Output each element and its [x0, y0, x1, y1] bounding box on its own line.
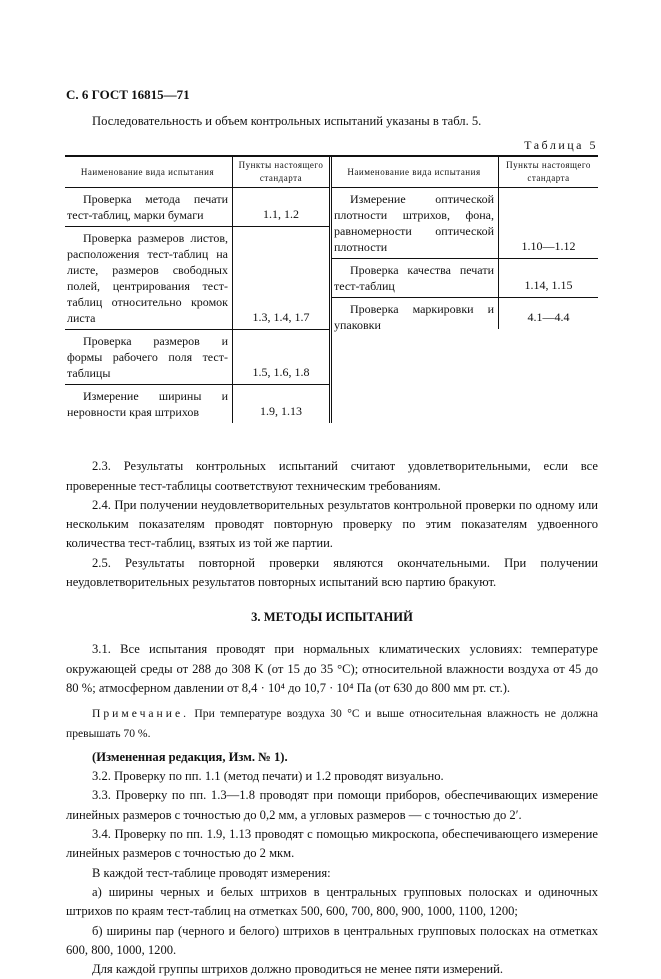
paragraph-2-3: 2.3. Результаты контрольных испытаний считают удовлетворительными, если все проверенные тест-таблицы соответствуют техническим требованиям.	[66, 459, 598, 493]
note-label: Примечание.	[92, 707, 189, 721]
table-row-points: 4.1—4.4	[498, 298, 598, 329]
paragraph-2-5: 2.5. Результаты повторной проверки являются окончательными. При получении неудовлетворительных результатов повторных испытаний всю партию бракуют.	[66, 555, 598, 590]
column-header-points: Пункты настоящего стандарта	[498, 157, 598, 187]
paragraph-min-measurements: Для каждой группы штрихов должно проводиться не менее пяти измерений.	[92, 962, 504, 977]
paragraph-2-4: 2.4. При получении неудовлетворительных результатов контрольной проверки по одному или нескольким показателям проводят повторную проверку по этим показателям удвоенного количества тест-таблиц, взятых из той же партии.	[66, 497, 598, 551]
table-caption: Таблица 5	[524, 138, 598, 153]
table-row-points: 1.1, 1.2	[232, 188, 329, 226]
paragraph-3-1: 3.1. Все испытания проводят при нормальных климатических условиях: температуре окружающей среды от 288 до 308 K (от 15 до 35 °С); относительной влажности воздуха от 45 до 80 %; атмосферном давлении от 8,4 · 10⁴ до 10,7 · 10⁴ Па (от 630 до 800 мм рт. ст.).	[66, 642, 598, 695]
table-row	[65, 188, 329, 227]
paragraph-item-b: б) ширины пар (черного и белого) штрихов в центральных групповых полосках на отметках 600, 800, 1000, 1200.	[66, 923, 598, 957]
table-row-name: Проверка маркировки и упаковки	[334, 302, 494, 333]
table-row	[332, 259, 598, 298]
table-right-half	[329, 157, 598, 423]
section-title: 3. МЕТОДЫ ИСПЫТАНИЙ	[251, 610, 413, 625]
table-row-name: Проверка метода печати тест-таблиц, марки бумаги	[67, 192, 228, 223]
table-row-points: 1.14, 1.15	[498, 259, 598, 297]
paragraph-3-2: 3.2. Проверку по пп. 1.1 (метод печати) и 1.2 проводят визуально.	[92, 769, 444, 784]
paragraph-3-3: 3.3. Проверку по пп. 1.3—1.8 проводят при помощи приборов, обеспечивающих измерение линейных размеров с точностью до 0,2 мм, а угловых размеров — с точностью до 2′.	[66, 788, 598, 822]
paragraph-3-4: 3.4. Проверку по пп. 1.9, 1.13 проводят с помощью микроскопа, обеспечивающего измерение линейных размеров с точностью до 2 мкм.	[66, 827, 598, 861]
table-row-name: Проверка размеров и формы рабочего поля тест-таблицы	[67, 334, 228, 381]
amendment: (Измененная редакция, Изм. № 1).	[92, 749, 288, 764]
table-header-row	[65, 157, 329, 188]
table-row	[332, 188, 598, 259]
column-header-name: Наименование вида испытания	[80, 166, 215, 177]
table-row-name: Проверка размеров листов, расположения тест-таблиц на листе, размеров свободных полей, центрирования тест-таблиц относительно кромок листа	[67, 231, 228, 326]
table-row	[332, 298, 598, 423]
column-header-points: Пункты настоящего стандарта	[232, 157, 329, 187]
paragraph-item-a: а) ширины черных и белых штрихов в центральных групповых полосках и одиночных штрихов по краям тест-таблиц на отметках 500, 600, 700, 800, 900, 1000, 1100, 1200;	[66, 884, 598, 919]
column-header-name: Наименование вида испытания	[347, 166, 481, 177]
table-row-points: 1.10—1.12	[498, 188, 598, 258]
table-row-points: 1.3, 1.4, 1.7	[232, 227, 329, 329]
table-row-name: Проверка качества печати тест-таблиц	[334, 263, 494, 294]
table-row-name: Измерение ширины и неровности края штрихов	[67, 389, 228, 420]
note	[66, 704, 598, 743]
table-header-row	[332, 157, 598, 188]
note-text: При температуре воздуха 30 °С и выше относительная влажность не должна превышать 70 %.	[66, 707, 598, 740]
table-row-points: 1.9, 1.13	[232, 385, 329, 423]
table-row	[65, 330, 329, 385]
body-text	[66, 457, 598, 979]
intro-paragraph: Последовательность и объем контрольных испытаний указаны в табл. 5.	[92, 114, 482, 128]
table-left-half	[65, 157, 329, 423]
page-header: С. 6 ГОСТ 16815—71	[66, 87, 190, 102]
table-row	[65, 227, 329, 330]
table-row	[65, 385, 329, 423]
table-5	[65, 155, 598, 423]
table-row-points: 1.5, 1.6, 1.8	[232, 330, 329, 384]
page-content	[66, 86, 598, 979]
paragraph-measurements: В каждой тест-таблице проводят измерения:	[92, 865, 331, 880]
table-row-name: Измерение оптической плотности штрихов, фона, равномерности оптической плотности	[334, 192, 494, 255]
